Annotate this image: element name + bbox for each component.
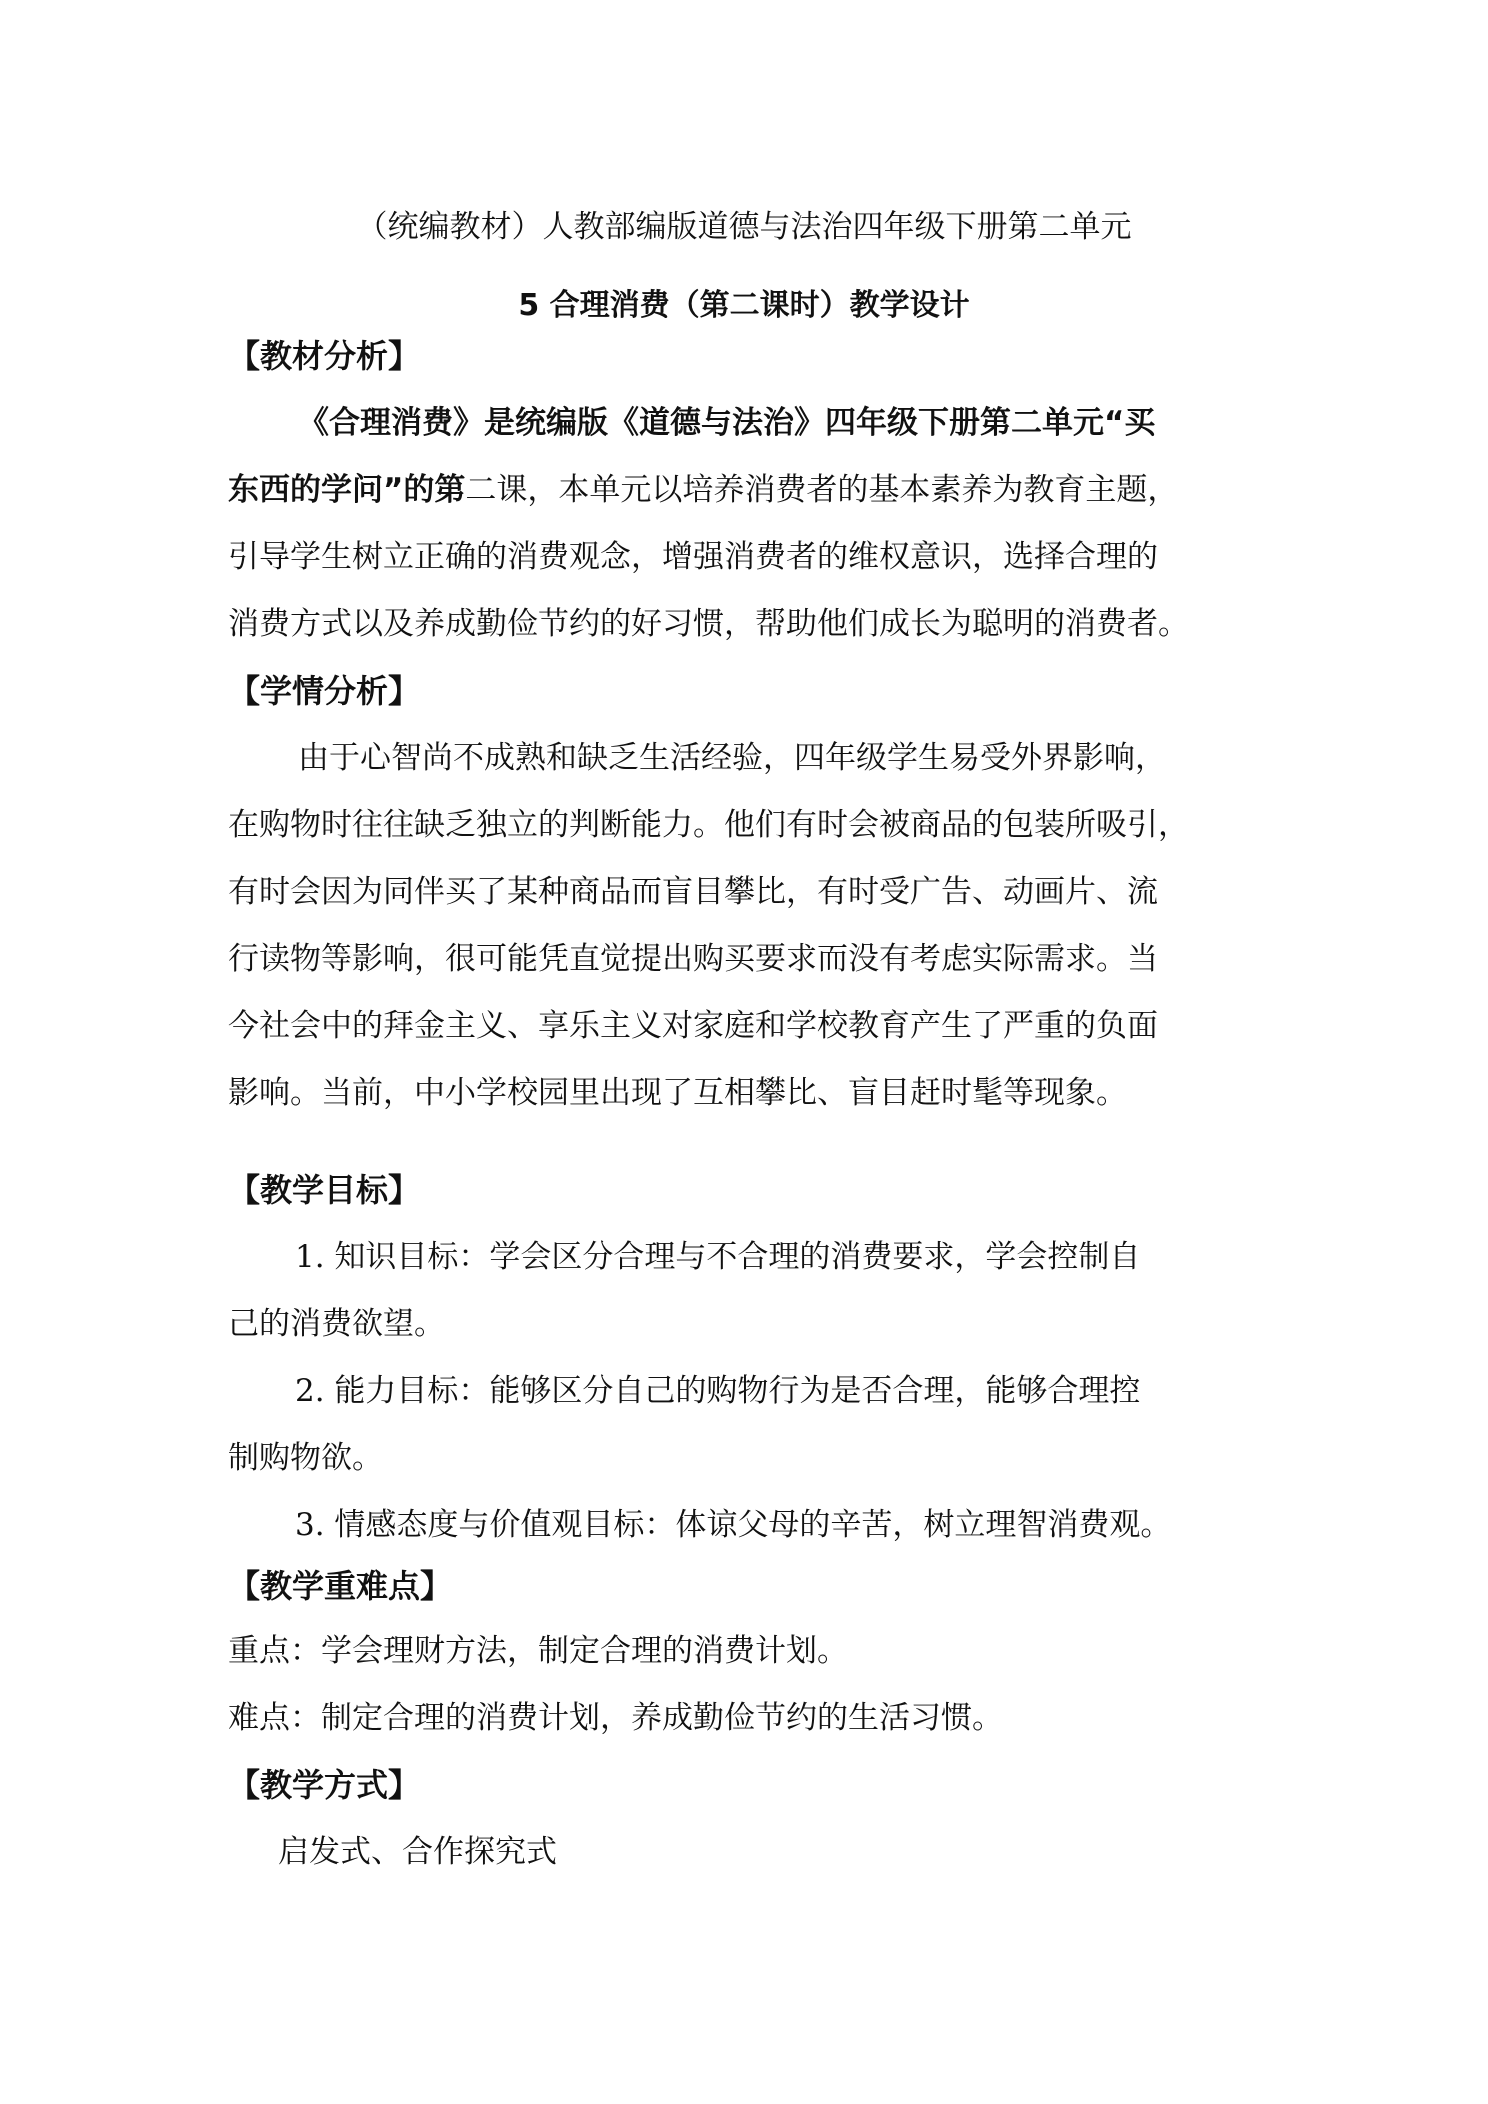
student-analysis-line6: 影响。当前，中小学校园里出现了互相攀比、盲目赶时髦等现象。 bbox=[228, 1075, 1127, 1111]
material-analysis-line2-rest: 二课，本单元以培养消费者的基本素养为教育主题， bbox=[465, 472, 1179, 508]
goal1-line1: 1. 知识目标：学会区分合理与不合理的消费要求，学会控制自 bbox=[295, 1239, 1141, 1275]
goal2-line2: 制购物欲。 bbox=[228, 1440, 383, 1476]
goal1-line2: 己的消费欲望。 bbox=[228, 1306, 445, 1342]
student-analysis-line1: 由于心智尚不成熟和缺乏生活经验，四年级学生易受外界影响， bbox=[298, 740, 1166, 776]
key-point-text: 重点：学会理财方法，制定合理的消费计划。 bbox=[228, 1633, 848, 1669]
material-analysis-line2-bold: 东西的学问”的第 bbox=[228, 472, 466, 508]
student-analysis-line4: 行读物等影响，很可能凭直觉提出购买要求而没有考虑实际需求。当 bbox=[228, 941, 1158, 977]
teaching-methods-content: 启发式、合作探究式 bbox=[278, 1834, 557, 1870]
section-heading-teaching-goals: 【教学目标】 bbox=[228, 1171, 421, 1209]
section-heading-key-points: 【教学重难点】 bbox=[228, 1567, 453, 1605]
document-title-line2: 5 合理消费（第二课时）教学设计 bbox=[518, 288, 970, 323]
section-heading-student-analysis: 【学情分析】 bbox=[228, 672, 421, 710]
section-heading-teaching-methods: 【教学方式】 bbox=[228, 1766, 421, 1804]
goal3-line1: 3. 情感态度与价值观目标：体谅父母的辛苦，树立理智消费观。 bbox=[295, 1507, 1172, 1543]
student-analysis-line5: 今社会中的拜金主义、享乐主义对家庭和学校教育产生了严重的负面 bbox=[228, 1008, 1158, 1044]
student-analysis-line3: 有时会因为同伴买了某种商品而盲目攀比，有时受广告、动画片、流 bbox=[228, 874, 1158, 910]
material-analysis-line3: 引导学生树立正确的消费观念，增强消费者的维权意识，选择合理的 bbox=[228, 539, 1158, 575]
material-analysis-line1: 《合理消费》是统编版《道德与法治》四年级下册第二单元“买 bbox=[298, 405, 1156, 441]
material-analysis-line4: 消费方式以及养成勤俭节约的好习惯，帮助他们成长为聪明的消费者。 bbox=[228, 606, 1189, 642]
material-analysis-line2 bbox=[228, 470, 1178, 510]
student-analysis-line2: 在购物时往往缺乏独立的判断能力。他们有时会被商品的包装所吸引， bbox=[228, 807, 1189, 843]
difficult-point-text: 难点：制定合理的消费计划，养成勤俭节约的生活习惯。 bbox=[228, 1700, 1003, 1736]
goal2-line1: 2. 能力目标：能够区分自己的购物行为是否合理，能够合理控 bbox=[295, 1373, 1141, 1409]
document-title-line1: （统编教材）人教部编版道德与法治四年级下册第二单元 bbox=[356, 209, 1132, 245]
section-heading-material-analysis: 【教材分析】 bbox=[228, 337, 421, 375]
